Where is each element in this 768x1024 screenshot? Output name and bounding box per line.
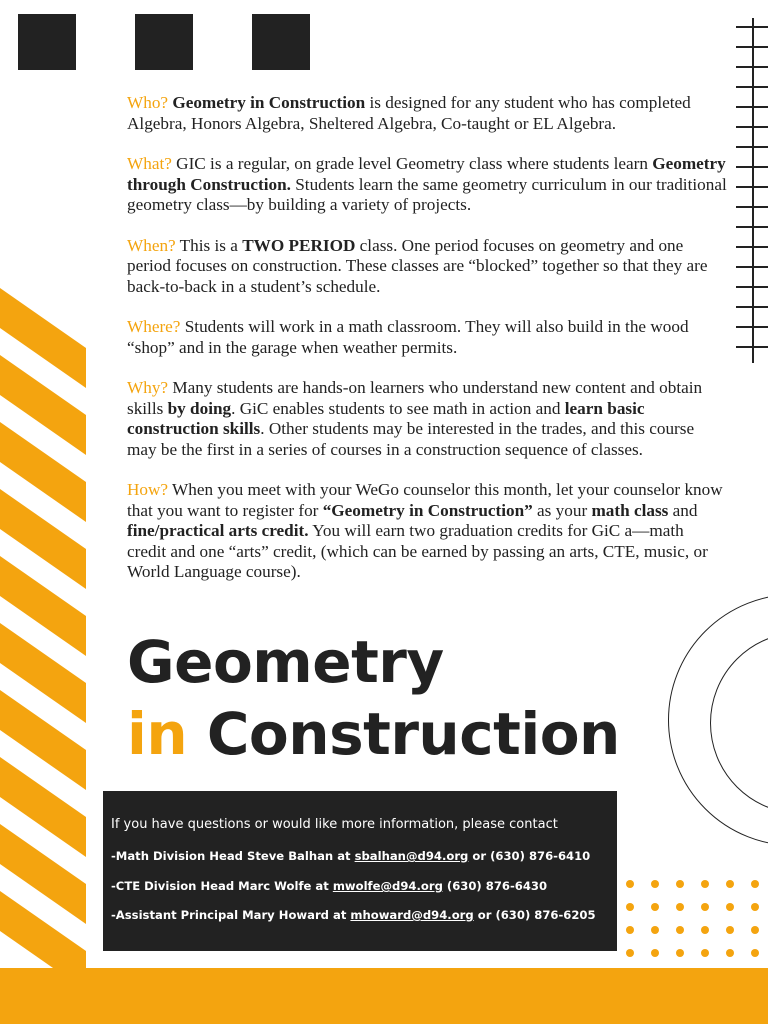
decor-square-1	[18, 14, 76, 70]
body-text	[127, 93, 727, 603]
section-when: When? This is a TWO PERIOD class. One period focuses on geometry and one period focuses on construction. These classes are “blocked” together so that they are back-to-back in a student’s schedule.	[127, 235, 708, 296]
decor-square-2	[135, 14, 193, 70]
email-link-mwolfe[interactable]: mwolfe@d94.org	[332, 879, 443, 893]
contact-box	[103, 791, 617, 951]
email-link-mhoward[interactable]: mhoward@d94.org	[350, 908, 474, 922]
section-where: Where? Students will work in a math classroom. They will also build in the wood “shop” and in the garage when weather permits.	[127, 317, 689, 357]
title-line-1: Geometry	[127, 628, 444, 696]
decor-grid	[736, 18, 768, 363]
contact-row-cte: -CTE Division Head Marc Wolfe at mwolfe@d94.org (630) 876-6430	[111, 879, 548, 893]
section-who: Who? Geometry in Construction is designed for any student who has completed Algebra, Honors Algebra, Sheltered Algebra, Co-taught or EL Algebra.	[127, 93, 691, 133]
section-what: What? GIC is a regular, on grade level Geometry class where students learn Geometry through Construction. Students learn the same geometry curriculum in our traditional geometry class—by building a variety of projects.	[127, 154, 727, 214]
contact-row-ap: -Assistant Principal Mary Howard at mhoward@d94.org or (630) 876-6205	[111, 908, 596, 922]
decor-chevron-strip	[0, 288, 86, 968]
contact-row-math: -Math Division Head Steve Balhan at sbalhan@d94.org or (630) 876-6410	[111, 849, 591, 863]
decor-bottom-band	[0, 968, 768, 1024]
title-line-2: in Construction	[127, 700, 620, 768]
section-why: Why? Many students are hands-on learners who understand new content and obtain skills by doing. GiC enables students to see math in action and learn basic construction skills. Other students may be interested in the trades, and this course may be the first in a series of courses in a construction sequence of classes.	[127, 378, 703, 459]
page-title	[127, 626, 727, 770]
decor-dot-grid	[620, 873, 768, 973]
email-link-sbalhan[interactable]: sbalhan@d94.org	[354, 849, 469, 863]
contact-intro: If you have questions or would like more information, please contact	[111, 817, 558, 832]
decor-square-3	[252, 14, 310, 70]
section-how: How? When you meet with your WeGo counselor this month, let your counselor know that you want to register for “Geometry in Construction” as your math class and fine/practical arts credit. You will earn two graduation credits for GiC a—math credit and one “arts” credit, (which can be earned by passing an arts, CTE, music, or World Language course).	[127, 480, 723, 581]
